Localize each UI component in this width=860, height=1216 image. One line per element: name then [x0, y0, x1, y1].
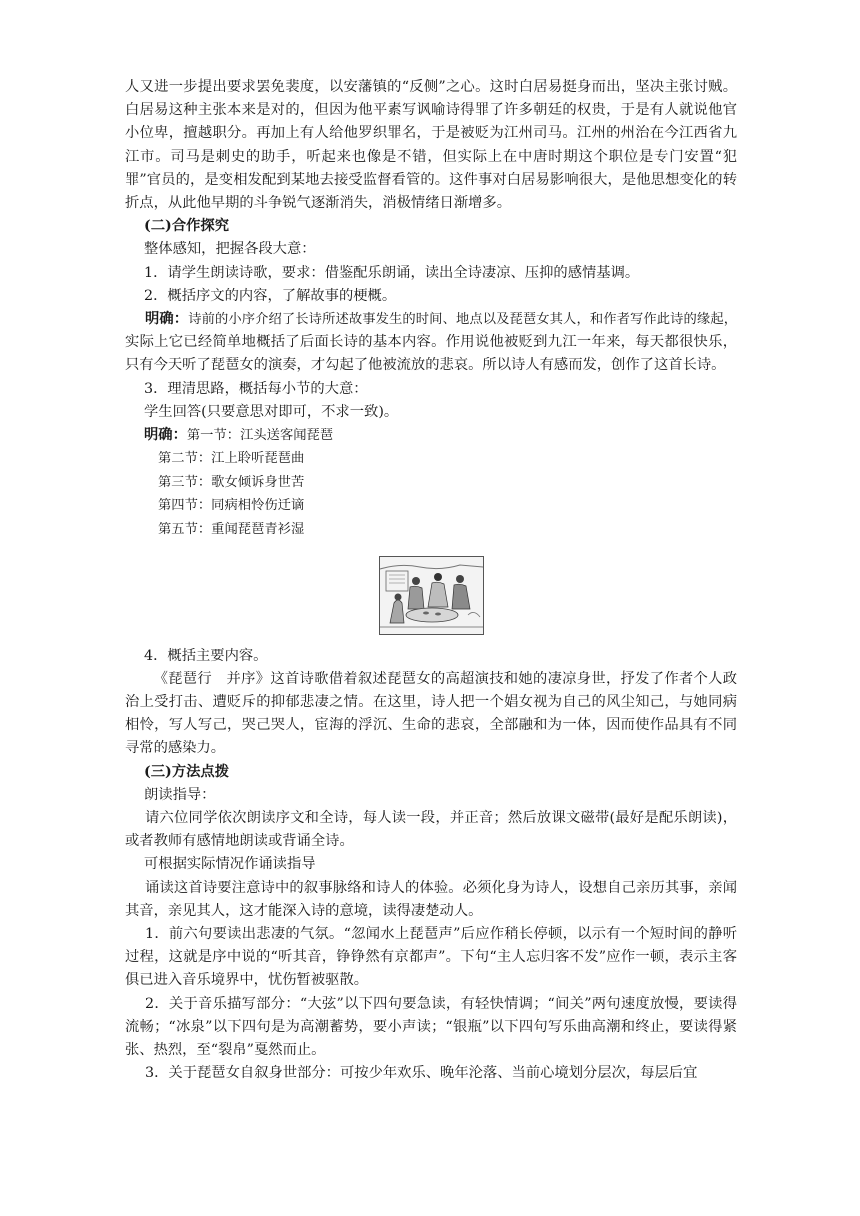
background-paragraph: 人又进一步提出要求罢免裴度，以安藩镇的“反侧”之心。这时白居易挺身而出，坚决主张讨贼。白居易这种主张本来是对的，但因为他平素写讽喻诗得罪了许多朝廷的权贵，于是有人就说他官小位卑，擅越职分。再加上有人给他罗织罪名，于是被贬为江州司马。江州的州治在今江西省九江市。司马是刺史的助手，听起来也像是不错，但实际上在中唐时期这个职位是专门安置“犯罪”官员的，是变相发配到某地去接受监督看管的。这件事对白居易影响很大，是他思想变化的转折点，从此他早期的斗争锐气逐渐消失，消极情绪日渐增多。	[125, 79, 737, 212]
overall-perception-intro: 整体感知，把握各段大意：	[144, 241, 316, 258]
question-3: 3．理清思路，概括每小节的大意：	[144, 380, 368, 397]
reading-guide-label: 朗读指导：	[144, 786, 216, 803]
pipa-illustration	[379, 556, 484, 635]
recitation-guide-label: 可根据实际情况作诵读指导	[144, 856, 316, 873]
answer-3-label: 明确：	[144, 427, 187, 444]
question-4-answer: 《琵琶行 并序》这首诗歌借着叙述琵琶女的高超演技和她的凄凉身世，抒发了作者个人政治上受打击、遭贬斥的抑郁悲凄之情。在这里，诗人把一个娼女视为自己的风尘知己，与她同病相怜，写人写己，哭己哭人，宦海的浮沉、生命的悲哀，全部融和为一体，因而使作品具有不同寻常的感染力。	[125, 670, 737, 757]
answer-3	[125, 424, 737, 447]
answer-2-text: 实际上它已经简单地概括了后面长诗的基本内容。作用说他被贬到九江一年来，每天都很快乐，只有今天听了琵琶女的演奏，才勾起了他被流放的悲哀。所以诗人有感而发，创作了这首长诗。	[125, 334, 737, 374]
section-heading-method: (三)方法点拨	[144, 763, 230, 780]
page-content	[125, 76, 737, 1085]
answer-2	[125, 308, 737, 378]
recitation-point-2: 2．关于音乐描写部分：“大弦”以下四句要急读，有轻快情调；“间关”两句速度放慢，要读得流畅；“冰泉”以下四句是为高潮蓄势，要小声读；“银瓶”以下四句写乐曲高潮和终止，要读得紧张、热烈，至“裂帛”戛然而止。	[125, 995, 737, 1059]
illustration-drawing	[380, 557, 483, 634]
answer-2-kai-text: 诗前的小序介绍了长诗所述故事发生的时间、地点以及琵琶女其人，和作者写作此诗的缘起，	[188, 312, 738, 328]
question-2: 2．概括序文的内容，了解故事的梗概。	[144, 287, 397, 304]
question-1: 1．请学生朗读诗歌，要求：借鉴配乐朗诵，读出全诗凄凉、压抑的感情基调。	[144, 264, 640, 281]
recitation-point-1: 1．前六句要读出悲凄的气氛。“忽闻水上琵琶声”后应作稍长停顿，以示有一个短时间的静听过程，这就是序中说的“听其音，铮铮然有京都声”。下句“主人忘归客不发”应作一顿，表示主客俱已进入音乐境界中，忧伤暂被驱散。	[125, 926, 737, 989]
section-heading-cooperation: (二)合作探究	[144, 218, 230, 235]
section-summary-2: 第二节：江上聆听琵琶曲	[158, 451, 305, 467]
section-summary-4: 第四节：同病相怜伤迁谪	[158, 498, 305, 514]
recitation-guide-text: 诵读这首诗要注意诗中的叙事脉络和诗人的体验。必须化身为诗人，设想自己亲历其事，亲闻其音，亲见其人，这才能深入诗的意境，读得凄楚动人。	[125, 879, 737, 919]
answer-label: 明确：	[145, 311, 189, 328]
reading-guide-text: 请六位同学依次朗读序文和全诗，每人读一段，并正音；然后放课文磁带(最好是配乐朗读)，或者教师有感情地朗读或背诵全诗。	[125, 810, 737, 850]
section-summary-3: 第三节：歌女倾诉身世苦	[158, 474, 305, 490]
section-summary-1: 第一节：江头送客闻琵琶	[186, 428, 334, 444]
section-summary-5: 第五节：重闻琵琶青衫湿	[158, 522, 305, 538]
question-3-note: 学生回答(只要意思对即可，不求一致)。	[144, 403, 399, 420]
question-4: 4．概括主要内容。	[144, 647, 268, 664]
recitation-point-3: 3．关于琵琶女自叙身世部分：可按少年欢乐、晚年沦落、当前心境划分层次，每层后宜	[145, 1065, 698, 1082]
